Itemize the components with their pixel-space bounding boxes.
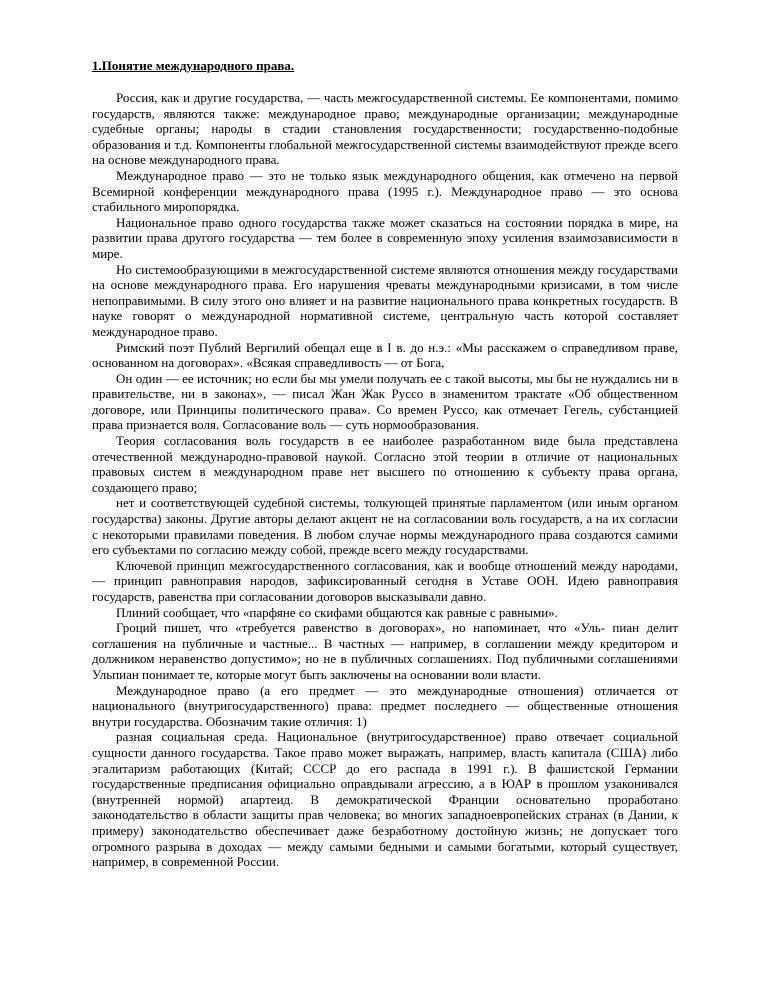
paragraph-3: Национальное право одного государства также может сказаться на состоянии порядка в мире, на развитии права другого государства — тем более в современную эпоху усиления взаимозависимости в мире.: [92, 214, 678, 261]
paragraph-2: Международное право — это не только язык международного общения, как отмечено на первой Всемирной конференции международного права (1995 г.). Международное право — это основа стабильного миропорядка.: [92, 167, 678, 215]
paragraph-13: разная социальная среда. Национальное (внутригосударственное) право отвечает социальной сущности данного государства. Такое право может выражать, например, власть капитала (США) либо эгалитаризм работающих (Китай; СССР до его распада в 1991 г.). В фашистской Германии государственные предписания официально оправдывали агрессию, а в ЮАР в прошлом узаконивался (внутренней нормой) апартеид. В демократической Франции основательно проработано законодательство в области защиты прав человека; во многих западноевропейских странах (в Дании, к примеру) законодательство обеспечивает даже безработному достойную жизнь; не допускает того огромного разрыва в доходах — между самыми бедными и самыми богатыми, который существует, например, в современной России.: [92, 729, 678, 870]
paragraph-6: Он один — ее источник; но если бы мы умели получать ее с такой высоты, мы бы не нуждались ни в правительстве, ни в законах», — писал Жан Жак Руссо в знаменитом трактате «Об общественном договоре, или Принципы политического права». Со времен Руссо, как отмечает Гегель, субстанцией права признается воля. Согласование воль — суть нормообразования.: [92, 370, 678, 433]
paragraph-7: Теория согласования воль государств в ее наиболее разработанном виде была представлена отечественной международно-правовой наукой. Согласно этой теории в отличие от национальных правовых систем в международном праве нет высшего по отношению к субъекту права органа, создающего право;: [92, 433, 678, 495]
paragraph-11: Гроций пишет, что «требуется равенство в договорах», но напоминает, что «Уль- пиан делит соглашения на публичные и частные... В частных — например, в соглашении между кредитором и должником неравенство допустимо»; но не в публичных соглашениях. Под публичными соглашениями Ульпиан понимает те, которые могут быть заключены на основании воли власти.: [92, 620, 678, 682]
section-heading: 1.Понятие международного права.: [92, 58, 295, 73]
paragraph-12: Международное право (а его предмет — это международные отношения) отличается от национального (внутригосударственного) права: предмет последнего — общественные отношения внутри государства. Обозначим такие отличия: 1): [92, 682, 678, 729]
paragraph-4: Но системообразующими в межгосударственной системе являются отношения между государствами на основе международного права. Его нарушения чреваты международными кризисами, в том числе непоправимыми. В силу этого оно влияет и на развитие национального права конкретных государств. В науке говорят о международной нормативной системе, центральную часть которой составляет международное право.: [92, 261, 678, 339]
paragraph-1: Россия, как и другие государства, — часть межгосударственной системы. Ее компонентами, помимо государств, являются также: международное право; международные организации; международные судебные органы; народы в стадии становления государственности; государственно-подобные образования и т.д. Компоненты глобальной межгосударственной системы взаимодействуют прежде всего на основе международного права.: [92, 90, 678, 168]
document-page: [92, 58, 678, 870]
paragraph-9: Ключевой принцип межгосударственного согласования, как и вообще отношений между народами, — принцип равноправия народов, зафиксированный сегодня в Уставе ООН. Идею равноправия государств, равенства при согласовании договоров высказывали давно.: [92, 557, 678, 604]
paragraph-10: Плиний сообщает, что «парфяне со скифами общаются как равные с равными».: [116, 604, 558, 620]
paragraph-8: нет и соответствующей судебной системы, толкующей принятые парламентом (или иным органом государства) законы. Другие авторы делают акцент не на согласовании воль государств, а на их согласии с некоторыми правилами поведения. В любом случае нормы международного права создаются самими его субъектами по согласию между собой, прежде всего между государствами.: [92, 495, 678, 558]
paragraph-5: Римский поэт Публий Вергилий обещал еще в I в. до н.э.: «Мы расскажем о справедливом праве, основанном на договорах». «Всякая справедливость — от Бога,: [92, 339, 678, 371]
